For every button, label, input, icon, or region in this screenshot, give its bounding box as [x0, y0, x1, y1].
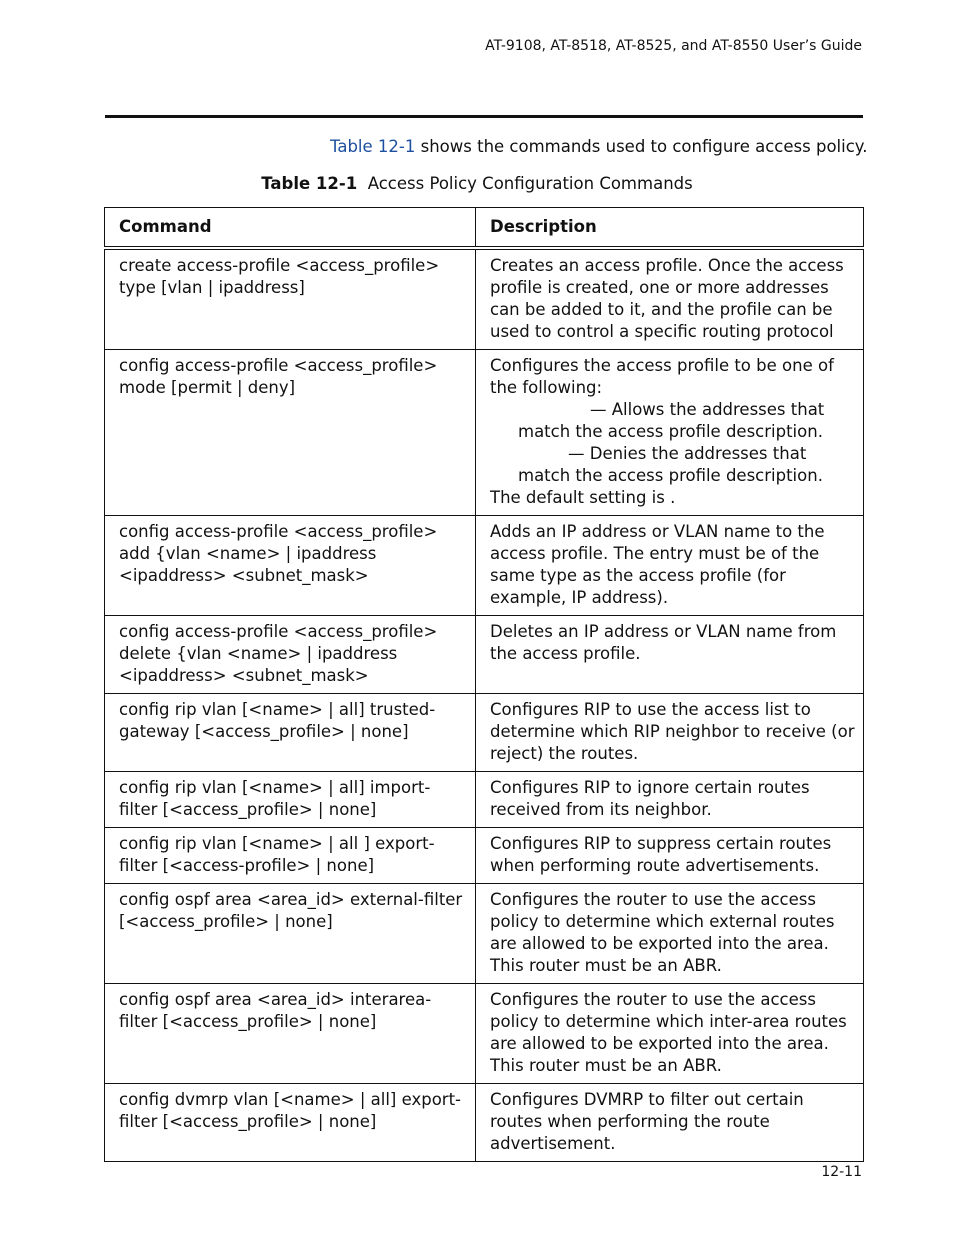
page-number: 12-11 — [821, 1164, 862, 1180]
table-row — [105, 884, 864, 984]
command-cell: config ospf area <area_id> external-filter [<access_profile> | none] — [105, 884, 476, 984]
description-cell: Configures DVMRP to filter out certain routes when performing the route advertisement. — [476, 1084, 864, 1162]
command-cell: create access-profile <access_profile> type [vlan | ipaddress] — [105, 248, 476, 350]
table-row — [105, 694, 864, 772]
command-cell: config access-profile <access_profile> add {vlan <name> | ipaddress <ipaddress> <subnet_mask> — [105, 516, 476, 616]
table-row — [105, 984, 864, 1084]
table-row — [105, 248, 864, 350]
description-cell: Creates an access profile. Once the access profile is created, one or more addresses can be added to it, and the profile can be used to control a specific routing protocol — [476, 248, 864, 350]
command-cell: config rip vlan [<name> | all ] export-filter [<access-profile> | none] — [105, 828, 476, 884]
intro-paragraph — [330, 137, 867, 156]
description-permit-line: — Allows the addresses that match the access profile description. — [518, 400, 825, 441]
intro-text: shows the commands used to configure access policy. — [415, 137, 868, 156]
table-row — [105, 828, 864, 884]
description-deny-line: — Denies the addresses that match the access profile description. — [518, 444, 823, 485]
table-row — [105, 516, 864, 616]
table-caption — [0, 174, 954, 193]
description-cell: Configures RIP to use the access list to determine which RIP neighbor to receive (or reject) the routes. — [476, 694, 864, 772]
table-header-row — [105, 208, 864, 249]
table-row — [105, 350, 864, 516]
column-header-command: Command — [105, 208, 476, 249]
command-cell: config ospf area <area_id> interarea-filter [<access_profile> | none] — [105, 984, 476, 1084]
command-cell: config dvmrp vlan [<name> | all] export-filter [<access_profile> | none] — [105, 1084, 476, 1162]
description-cell: Configures RIP to ignore certain routes received from its neighbor. — [476, 772, 864, 828]
running-header: AT-9108, AT-8518, AT-8525, and AT-8550 User’s Guide — [485, 38, 862, 54]
table-reference-link[interactable]: Table 12-1 — [330, 137, 416, 156]
description-cell: Configures the router to use the access policy to determine which inter-area routes are allowed to be exported into the area. This router must be an ABR. — [476, 984, 864, 1084]
table-row — [105, 1084, 864, 1162]
command-cell: config access-profile <access_profile> delete {vlan <name> | ipaddress <ipaddress> <subnet_mask> — [105, 616, 476, 694]
description-cell: Configures the router to use the access policy to determine which external routes are allowed to be exported into the area. This router must be an ABR. — [476, 884, 864, 984]
table-caption-title: Access Policy Configuration Commands — [367, 174, 693, 193]
command-cell: config rip vlan [<name> | all] import-filter [<access_profile> | none] — [105, 772, 476, 828]
description-line: Configures the access profile to be one of the following: — [490, 356, 834, 397]
access-policy-table — [104, 207, 864, 1162]
command-cell: config rip vlan [<name> | all] trusted-gateway [<access_profile> | none] — [105, 694, 476, 772]
table-row — [105, 616, 864, 694]
table-caption-label: Table 12-1 — [261, 174, 358, 193]
description-cell — [476, 350, 864, 516]
description-cell: Deletes an IP address or VLAN name from the access profile. — [476, 616, 864, 694]
header-rule — [105, 115, 863, 118]
command-cell: config access-profile <access_profile> mode [permit | deny] — [105, 350, 476, 516]
column-header-description: Description — [476, 208, 864, 249]
description-cell: Configures RIP to suppress certain routes when performing route advertisements. — [476, 828, 864, 884]
table-row — [105, 772, 864, 828]
description-default-line: The default setting is . — [490, 488, 676, 507]
description-cell: Adds an IP address or VLAN name to the access profile. The entry must be of the same type as the access profile (for example, IP address). — [476, 516, 864, 616]
